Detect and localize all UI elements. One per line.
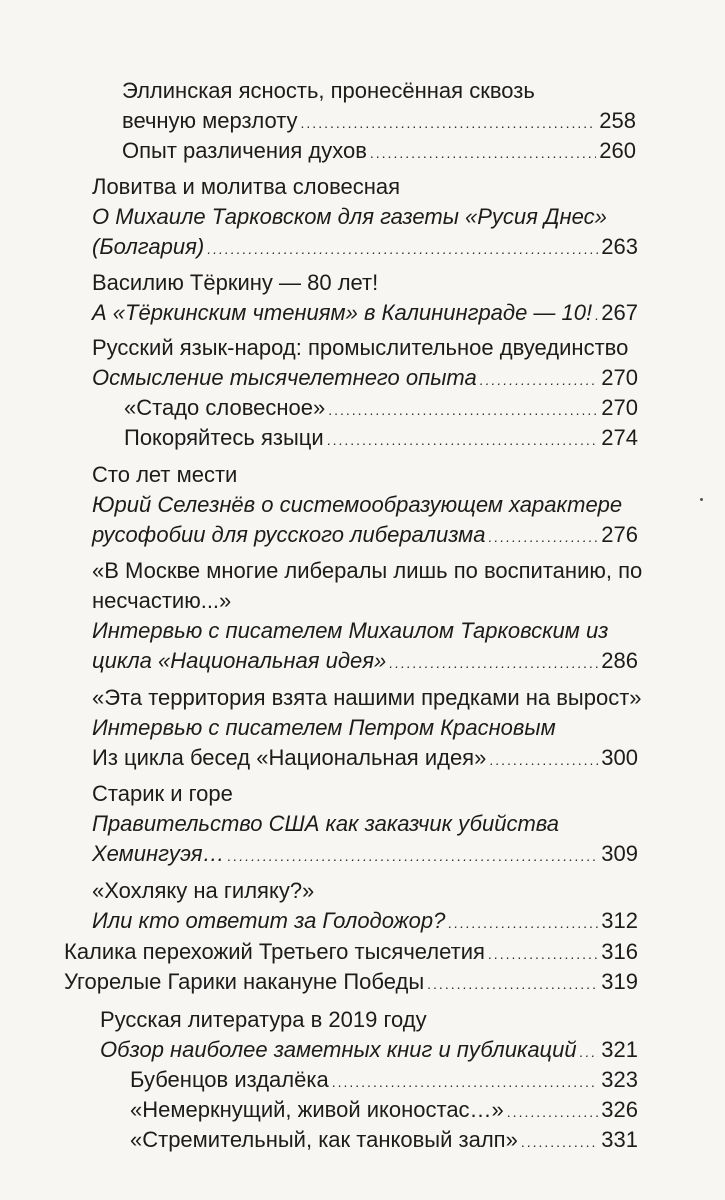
leader-dots xyxy=(370,138,596,168)
toc-entry-line xyxy=(92,683,642,713)
toc-entry-line xyxy=(92,268,378,298)
toc-entry-title: Старик и горе xyxy=(92,781,233,806)
toc-entry[interactable] xyxy=(92,298,638,330)
toc-entry-title: Эллинская ясность, пронесённая сквозь xyxy=(122,78,535,103)
toc-entry-title: Бубенцов издалёка xyxy=(130,1067,329,1092)
toc-entry-title: несчастию...» xyxy=(92,588,232,613)
leader-dots xyxy=(488,939,598,969)
page-number: 309 xyxy=(601,841,638,866)
leader-dots xyxy=(489,745,598,775)
toc-entry-title: Опыт различения духов xyxy=(122,138,367,163)
toc-entry[interactable] xyxy=(64,937,638,969)
toc-entry[interactable] xyxy=(124,393,638,425)
toc-entry-title: «Хохляку на гиляку?» xyxy=(92,878,315,903)
page-number: 267 xyxy=(601,300,638,325)
page-number: 331 xyxy=(601,1127,638,1152)
toc-entry-line xyxy=(92,586,231,616)
toc-entry-subtitle: цикла «Национальная идея» xyxy=(92,648,387,673)
toc-entry-title: Ловитва и молитва словесная xyxy=(92,174,401,199)
toc-entry-subtitle: А «Тёркинским чтениям» в Калининграде — 10! xyxy=(92,300,593,325)
toc-entry[interactable] xyxy=(124,423,638,455)
leader-dots xyxy=(595,300,598,330)
leader-dots xyxy=(389,648,598,678)
page-number: 321 xyxy=(601,1037,638,1062)
toc-entry-subtitle: Интервью с писателем Петром Красновым xyxy=(92,715,556,740)
page-number: 286 xyxy=(601,648,638,673)
toc-entry-title: Покоряйтесь языци xyxy=(124,425,324,450)
toc-entry-subtitle: (Болгария) xyxy=(92,234,205,259)
page-number: 258 xyxy=(599,108,636,133)
toc-entry-subtitle: О Михаиле Тарковском для газеты «Русия Днес» xyxy=(92,204,607,229)
toc-entry-title: Василию Тёркину — 80 лет! xyxy=(92,270,379,295)
leader-dots xyxy=(507,1097,598,1127)
toc-entry[interactable] xyxy=(92,232,638,264)
toc-entry[interactable] xyxy=(92,646,638,678)
toc-entry-line xyxy=(92,779,233,809)
toc-entry-title: Русский язык-народ: промыслительное двуединство xyxy=(92,335,629,360)
leader-dots xyxy=(427,969,598,999)
leader-dots xyxy=(521,1127,598,1157)
toc-entry-line xyxy=(92,460,237,490)
page-number: 323 xyxy=(601,1067,638,1092)
toc-entry-subtitle: Интервью с писателем Михаилом Тарковским из xyxy=(92,618,609,643)
toc-entry[interactable] xyxy=(64,967,638,999)
toc-entry[interactable] xyxy=(92,363,638,395)
toc-entry-subtitle: Осмысление тысячелетнего опыта xyxy=(92,365,477,390)
toc-entry-title: Русская литература в 2019 году xyxy=(100,1007,427,1032)
page-number: 274 xyxy=(601,425,638,450)
toc-entry-title: Из цикла бесед «Национальная идея» xyxy=(92,745,487,770)
toc-entry[interactable] xyxy=(130,1065,638,1097)
toc-entry[interactable] xyxy=(130,1125,638,1157)
toc-entry[interactable] xyxy=(122,136,636,168)
toc-entry[interactable] xyxy=(130,1095,638,1127)
toc-entry-title: «Немеркнущий, живой иконостас…» xyxy=(130,1097,504,1122)
toc-entry[interactable] xyxy=(92,839,638,871)
leader-dots xyxy=(448,908,598,938)
leader-dots xyxy=(327,425,599,455)
leader-dots xyxy=(207,234,598,264)
toc-entry-line xyxy=(122,76,535,106)
toc-entry[interactable] xyxy=(92,906,638,938)
page-number: 276 xyxy=(601,522,638,547)
page-number: 300 xyxy=(601,745,638,770)
toc-entry-line xyxy=(100,1005,427,1035)
page-number: 319 xyxy=(601,969,638,994)
leader-dots xyxy=(489,522,599,552)
leader-dots xyxy=(228,841,599,871)
toc-entry-line xyxy=(92,333,628,363)
print-speck xyxy=(700,498,703,501)
toc-entry-title: вечную мерзлоту xyxy=(122,108,298,133)
toc-entry-line xyxy=(92,876,314,906)
toc-entry-title: Сто лет мести xyxy=(92,462,238,487)
toc-entry-subtitle: Или кто ответит за Голодожор? xyxy=(92,908,446,933)
leader-dots xyxy=(301,108,597,138)
toc-entry[interactable] xyxy=(122,106,636,138)
toc-entry-title: Калика перехожий Третьего тысячелетия xyxy=(64,939,485,964)
leader-dots xyxy=(332,1067,599,1097)
page-number: 260 xyxy=(599,138,636,163)
leader-dots xyxy=(580,1037,599,1067)
toc-entry-title: «В Москве многие либералы лишь по воспитанию, по xyxy=(92,558,643,583)
toc-entry-title: «Стадо словесное» xyxy=(124,395,326,420)
leader-dots xyxy=(480,365,599,395)
toc-entry-title: Угорелые Гарики накануне Победы xyxy=(64,969,425,994)
toc-entry-subtitle: Юрий Селезнёв о системообразующем характере xyxy=(92,492,623,517)
toc-entry-title: «Эта территория взята нашими предками на вырост» xyxy=(92,685,642,710)
toc-entry-line xyxy=(92,172,400,202)
toc-entry-subtitle: Правительство США как заказчик убийства xyxy=(92,811,560,836)
toc-entry-subtitle: Обзор наиболее заметных книг и публикаций xyxy=(100,1037,577,1062)
page-number: 316 xyxy=(601,939,638,964)
page-number: 312 xyxy=(601,908,638,933)
toc-entry-subtitle: русофобии для русского либерализма xyxy=(92,522,486,547)
page-number: 326 xyxy=(601,1097,638,1122)
page-number: 263 xyxy=(601,234,638,259)
leader-dots xyxy=(328,395,598,425)
page-number: 270 xyxy=(601,395,638,420)
toc-entry-line xyxy=(92,556,642,586)
toc-entry[interactable] xyxy=(92,743,638,775)
toc-entry[interactable] xyxy=(100,1035,638,1067)
toc-entry-title: «Стремительный, как танковый залп» xyxy=(130,1127,518,1152)
toc-entry-subtitle: Хемингуэя… xyxy=(92,841,225,866)
toc-entry[interactable] xyxy=(92,520,638,552)
page-number: 270 xyxy=(601,365,638,390)
